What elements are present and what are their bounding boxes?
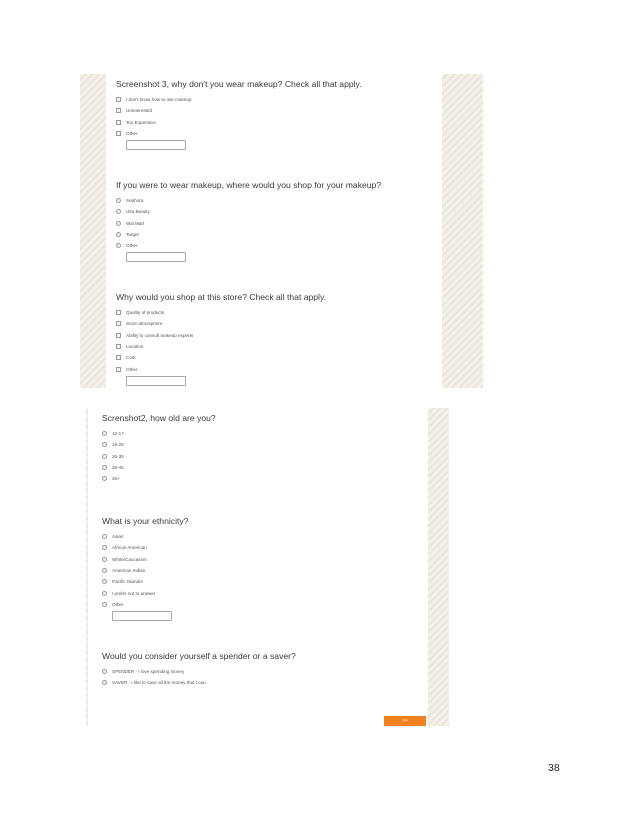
checkbox[interactable] bbox=[116, 120, 121, 125]
option-american-indian[interactable] bbox=[102, 565, 416, 576]
radio-button[interactable] bbox=[102, 476, 107, 481]
survey-screenshot-bottom bbox=[86, 408, 449, 726]
option-target[interactable] bbox=[116, 229, 420, 240]
decorative-border-right bbox=[428, 408, 449, 726]
option-spender[interactable] bbox=[102, 666, 416, 677]
option-quality[interactable] bbox=[116, 307, 420, 318]
option-label: I prefer not to answer bbox=[112, 590, 156, 596]
checkbox[interactable] bbox=[116, 333, 121, 338]
option-label: 45+ bbox=[112, 476, 120, 482]
question-title: Would you consider yourself a spender or a saver? bbox=[102, 651, 296, 661]
option-label: Cost bbox=[126, 355, 136, 361]
option-pacific-islander[interactable] bbox=[102, 576, 416, 587]
option-label: White/Caucasion bbox=[112, 556, 147, 562]
option-saver[interactable] bbox=[102, 677, 416, 688]
other-text-input[interactable] bbox=[126, 252, 186, 262]
option-other[interactable] bbox=[102, 599, 416, 610]
option-label: Other bbox=[126, 243, 138, 249]
question-age bbox=[102, 413, 416, 484]
checkbox[interactable] bbox=[116, 310, 121, 315]
option-label: Ulta Beauty bbox=[126, 209, 150, 215]
option-label: Ability to consult makeup experts bbox=[126, 332, 194, 338]
option-makeup-experts[interactable] bbox=[116, 330, 420, 341]
checkbox[interactable] bbox=[116, 344, 121, 349]
option-label: Location bbox=[126, 344, 144, 350]
option-label: 26-35 bbox=[112, 453, 124, 459]
option-asian[interactable] bbox=[102, 531, 416, 542]
option-label: Other bbox=[126, 131, 138, 137]
checkbox[interactable] bbox=[116, 131, 121, 136]
option-uninterested[interactable] bbox=[116, 105, 420, 116]
radio-button[interactable] bbox=[102, 534, 107, 539]
survey-form bbox=[88, 408, 416, 726]
option-location[interactable] bbox=[116, 341, 420, 352]
question-title: Screenshot 3, why don't you wear makeup? Check all that apply. bbox=[116, 79, 362, 89]
decorative-border-left bbox=[80, 74, 106, 388]
survey-screenshot-top bbox=[80, 74, 483, 388]
option-wal-mart[interactable] bbox=[116, 218, 420, 229]
option-atmosphere[interactable] bbox=[116, 318, 420, 329]
option-age-45-plus[interactable] bbox=[102, 473, 416, 484]
radio-button[interactable] bbox=[102, 591, 107, 596]
radio-button[interactable] bbox=[116, 209, 121, 214]
option-too-expensive[interactable] bbox=[116, 117, 420, 128]
survey-form bbox=[106, 74, 420, 388]
other-text-input[interactable] bbox=[112, 611, 172, 621]
option-label: Pacific Islander bbox=[112, 579, 144, 585]
next-button[interactable]: >> bbox=[384, 716, 426, 726]
option-dont-know-how[interactable] bbox=[116, 94, 420, 105]
option-label: Store atmosphere bbox=[126, 321, 163, 327]
question-title: Why would you shop at this store? Check all that apply. bbox=[116, 292, 327, 302]
option-sephora[interactable] bbox=[116, 195, 420, 206]
option-other[interactable] bbox=[116, 240, 420, 251]
option-age-12-17[interactable] bbox=[102, 428, 416, 439]
option-african-american[interactable] bbox=[102, 542, 416, 553]
option-label: Other bbox=[112, 601, 124, 607]
checkbox[interactable] bbox=[116, 367, 121, 372]
radio-button[interactable] bbox=[116, 221, 121, 226]
option-label: African American bbox=[112, 545, 147, 551]
question-where-shop bbox=[116, 180, 420, 262]
radio-button[interactable] bbox=[102, 579, 107, 584]
checkbox[interactable] bbox=[116, 97, 121, 102]
decorative-border-right bbox=[442, 74, 483, 388]
option-label: Target bbox=[126, 232, 139, 238]
radio-button[interactable] bbox=[116, 232, 121, 237]
option-label: American Indian bbox=[112, 568, 146, 574]
other-text-input[interactable] bbox=[126, 376, 186, 386]
question-title: If you were to wear makeup, where would you shop for your makeup? bbox=[116, 180, 382, 190]
option-label: 18-25 bbox=[112, 442, 124, 448]
radio-button[interactable] bbox=[102, 557, 107, 562]
option-age-26-35[interactable] bbox=[102, 451, 416, 462]
question-title: What is your ethnicity? bbox=[102, 516, 189, 526]
question-ethnicity bbox=[102, 516, 416, 621]
checkbox[interactable] bbox=[116, 355, 121, 360]
option-label: Uninterested bbox=[126, 108, 153, 114]
option-label: SPENDER - I love spending money bbox=[112, 669, 185, 675]
radio-button[interactable] bbox=[102, 602, 107, 607]
radio-button[interactable] bbox=[116, 198, 121, 203]
radio-button[interactable] bbox=[102, 454, 107, 459]
option-other[interactable] bbox=[116, 363, 420, 374]
option-label: I don't know how to use makeup bbox=[126, 97, 192, 103]
option-label: SAVER - I like to save all the money that I can. bbox=[112, 680, 207, 686]
radio-button[interactable] bbox=[102, 669, 107, 674]
option-label: Sephora bbox=[126, 198, 144, 204]
option-other[interactable] bbox=[116, 128, 420, 139]
checkbox[interactable] bbox=[116, 321, 121, 326]
checkbox[interactable] bbox=[116, 108, 121, 113]
option-age-18-25[interactable] bbox=[102, 439, 416, 450]
other-text-input[interactable] bbox=[126, 140, 186, 150]
page-number: 38 bbox=[548, 762, 560, 774]
option-cost[interactable] bbox=[116, 352, 420, 363]
radio-button[interactable] bbox=[102, 680, 107, 685]
option-label: Wal Mart bbox=[126, 220, 145, 226]
radio-button[interactable] bbox=[102, 465, 107, 470]
option-label: Other bbox=[126, 366, 138, 372]
option-ulta-beauty[interactable] bbox=[116, 206, 420, 217]
radio-button[interactable] bbox=[116, 243, 121, 248]
option-label: Asian bbox=[112, 534, 124, 540]
option-white-caucasian[interactable] bbox=[102, 554, 416, 565]
radio-button[interactable] bbox=[102, 431, 107, 436]
question-spender-saver bbox=[102, 651, 416, 689]
radio-button[interactable] bbox=[102, 568, 107, 573]
option-age-36-45[interactable] bbox=[102, 462, 416, 473]
radio-button[interactable] bbox=[102, 545, 107, 550]
question-why-no-makeup bbox=[116, 79, 420, 150]
option-prefer-not[interactable] bbox=[102, 587, 416, 598]
question-why-this-store bbox=[116, 292, 420, 386]
option-label: Quality of products bbox=[126, 310, 165, 316]
option-label: Too Expensive bbox=[126, 119, 156, 125]
question-title: Screnshot2, how old are you? bbox=[102, 413, 216, 423]
option-label: 36-45 bbox=[112, 465, 124, 471]
radio-button[interactable] bbox=[102, 442, 107, 447]
option-label: 12-17 bbox=[112, 431, 124, 437]
